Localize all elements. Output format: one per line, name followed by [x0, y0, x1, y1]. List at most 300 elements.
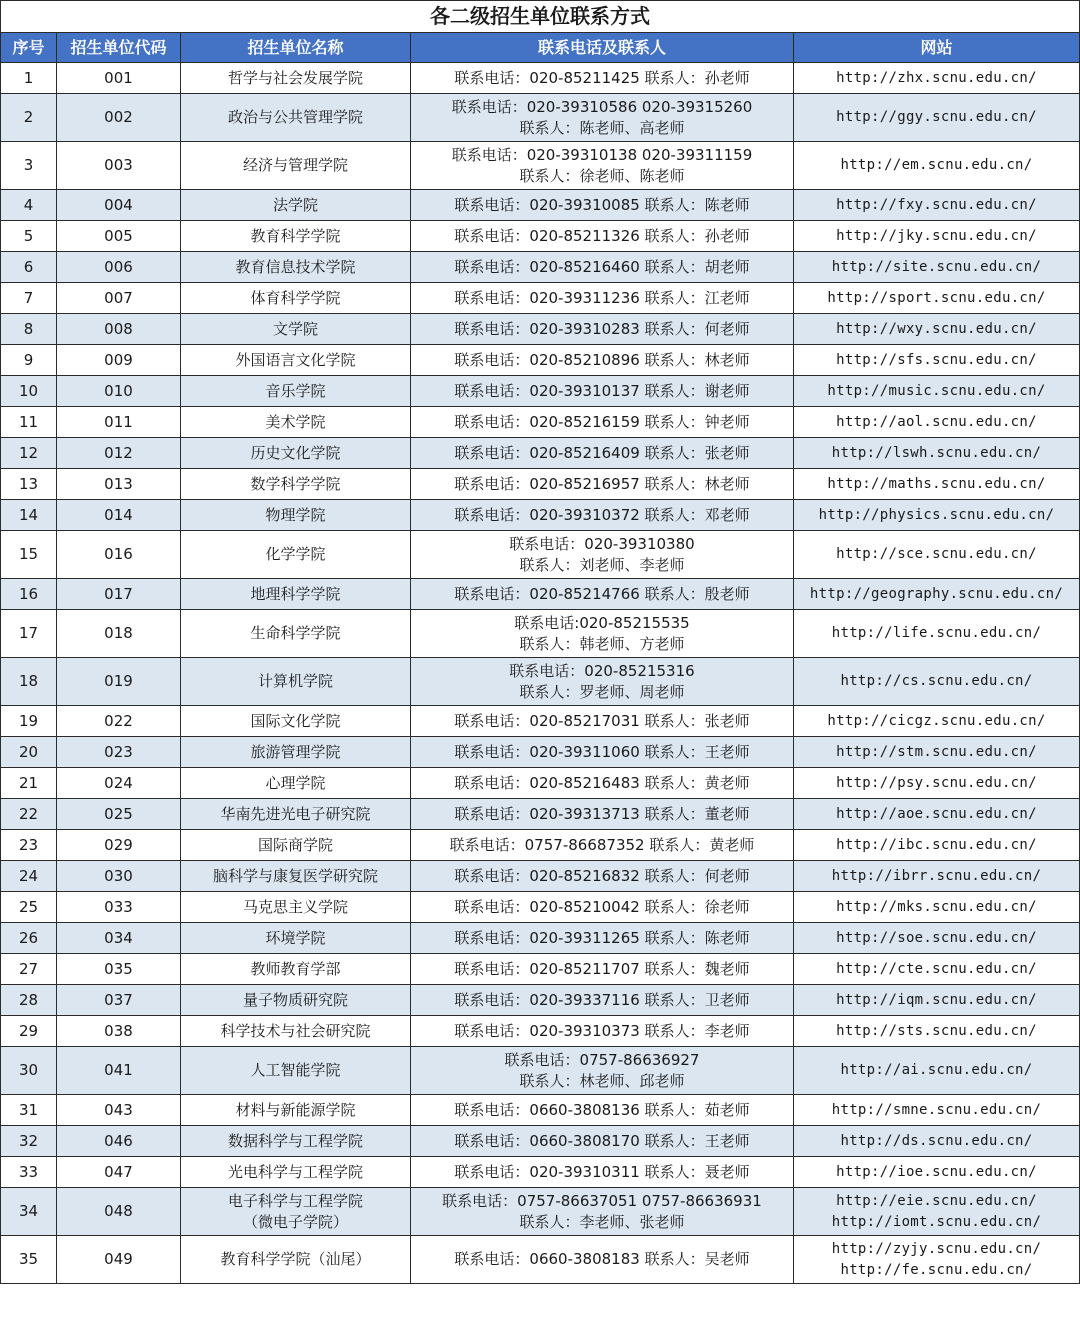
- unit-code: 043: [57, 1095, 181, 1126]
- table-row: [1, 314, 1080, 345]
- row-index: 10: [1, 376, 57, 407]
- header-name: 招生单位名称: [181, 33, 411, 63]
- unit-name: [181, 252, 411, 283]
- unit-name: [181, 376, 411, 407]
- unit-code: 035: [57, 954, 181, 985]
- website-url: [794, 63, 1080, 94]
- contact-info: [411, 500, 794, 531]
- website-url: [794, 892, 1080, 923]
- website-url-line[interactable]: http://physics.scnu.edu.cn/: [818, 506, 1055, 523]
- unit-code: 034: [57, 923, 181, 954]
- contact-info-line: 联系电话：020-39337116 联系人：卫老师: [454, 990, 750, 1009]
- contact-info: [411, 1236, 794, 1284]
- row-index: 21: [1, 768, 57, 799]
- unit-name: [181, 799, 411, 830]
- unit-name-line: 经济与管理学院: [242, 156, 348, 174]
- contact-info: [411, 892, 794, 923]
- contact-info-line: 联系电话：020-39313713 联系人：董老师: [454, 804, 750, 823]
- unit-code: 023: [57, 737, 181, 768]
- row-index: 30: [1, 1047, 57, 1095]
- unit-name: [181, 345, 411, 376]
- row-index: 8: [1, 314, 57, 345]
- contact-info: [411, 610, 794, 658]
- website-url-line[interactable]: http://maths.scnu.edu.cn/: [827, 475, 1046, 492]
- unit-name-line: 历史文化学院: [250, 443, 341, 462]
- row-index: 16: [1, 579, 57, 610]
- unit-code: 025: [57, 799, 181, 830]
- contact-info-line: 联系电话：0757-86687352 联系人：黄老师: [449, 835, 755, 854]
- table-row: [1, 94, 1080, 142]
- website-url-line[interactable]: http://mks.scnu.edu.cn/: [836, 898, 1037, 915]
- contact-info: [411, 407, 794, 438]
- table-row: [1, 407, 1080, 438]
- unit-name: [181, 954, 411, 985]
- row-index: 17: [1, 610, 57, 658]
- website-url: [794, 1047, 1080, 1095]
- website-url: [794, 407, 1080, 438]
- contact-info-line: 联系电话：020-39310085 联系人：陈老师: [454, 195, 750, 214]
- table-row: [1, 469, 1080, 500]
- contact-info-line: 联系电话：020-39311060 联系人：王老师: [454, 742, 750, 761]
- unit-name-line: 法学院: [272, 195, 318, 214]
- unit-name: [181, 407, 411, 438]
- row-index: 23: [1, 830, 57, 861]
- table-row: [1, 861, 1080, 892]
- unit-name-line: 环境学院: [265, 928, 326, 947]
- website-url: [794, 1095, 1080, 1126]
- unit-name: [181, 500, 411, 531]
- unit-name-line: 哲学与社会发展学院: [227, 68, 363, 87]
- unit-code: 046: [57, 1126, 181, 1157]
- table-row: [1, 438, 1080, 469]
- website-url-line[interactable]: http://eie.scnu.edu.cn/: [836, 1192, 1037, 1209]
- table-title: 各二级招生单位联系方式: [1, 1, 1080, 33]
- website-url-line[interactable]: http://cs.scnu.edu.cn/: [840, 673, 1033, 689]
- table-row: [1, 985, 1080, 1016]
- unit-name: [181, 469, 411, 500]
- contact-info-line: 联系电话：020-85210896 联系人：林老师: [454, 350, 750, 369]
- unit-name-line: 脑科学与康复医学研究院: [212, 866, 378, 885]
- unit-name-line: 教育科学学院: [250, 226, 341, 245]
- website-url-line[interactable]: http://ibrr.scnu.edu.cn/: [831, 867, 1042, 884]
- header-row: [1, 33, 1080, 63]
- unit-name-line: （微电子学院）: [242, 1212, 348, 1231]
- unit-name: [181, 892, 411, 923]
- unit-code: 001: [57, 63, 181, 94]
- unit-code: 010: [57, 376, 181, 407]
- row-index: 22: [1, 799, 57, 830]
- contact-info: [411, 923, 794, 954]
- row-index: 9: [1, 345, 57, 376]
- unit-code: 011: [57, 407, 181, 438]
- unit-name-line: 化学学院: [265, 545, 326, 563]
- row-index: 13: [1, 469, 57, 500]
- website-url-line[interactable]: http://sport.scnu.edu.cn/: [827, 289, 1046, 306]
- row-index: 19: [1, 706, 57, 737]
- unit-code: 005: [57, 221, 181, 252]
- contact-info: [411, 438, 794, 469]
- unit-name-line: 外国语言文化学院: [235, 350, 356, 369]
- table-row: [1, 190, 1080, 221]
- row-index: 15: [1, 531, 57, 579]
- table-row: [1, 892, 1080, 923]
- unit-code: 002: [57, 94, 181, 142]
- table-body: [1, 63, 1080, 1284]
- row-index: 11: [1, 407, 57, 438]
- unit-name: [181, 438, 411, 469]
- contact-info-line: 联系人：陈老师、高老师: [519, 118, 685, 137]
- website-url: [794, 314, 1080, 345]
- table-row: [1, 63, 1080, 94]
- unit-code: 016: [57, 531, 181, 579]
- website-url: [794, 1188, 1080, 1236]
- contact-info: [411, 737, 794, 768]
- table-row: [1, 500, 1080, 531]
- unit-code: 048: [57, 1188, 181, 1236]
- contact-info: [411, 531, 794, 579]
- contact-info-line: 联系人：徐老师、陈老师: [519, 166, 685, 185]
- row-index: 18: [1, 658, 57, 706]
- website-url-line[interactable]: http://fe.scnu.edu.cn/: [840, 1261, 1033, 1278]
- row-index: 1: [1, 63, 57, 94]
- unit-name: [181, 531, 411, 579]
- contact-info: [411, 221, 794, 252]
- unit-code: 047: [57, 1157, 181, 1188]
- website-url-line[interactable]: http://cicgz.scnu.edu.cn/: [827, 712, 1046, 729]
- table-row: [1, 610, 1080, 658]
- unit-name-line: 计算机学院: [257, 672, 333, 690]
- row-index: 29: [1, 1016, 57, 1047]
- website-url-line[interactable]: http://psy.scnu.edu.cn/: [836, 774, 1037, 791]
- table-row: [1, 376, 1080, 407]
- website-url: [794, 142, 1080, 190]
- website-url-line[interactable]: http://jky.scnu.edu.cn/: [836, 227, 1037, 244]
- unit-name-line: 电子科学与工程学院: [227, 1191, 363, 1210]
- contact-info-line: 联系电话：020-85210042 联系人：徐老师: [454, 897, 750, 916]
- contact-info-line: 联系人：罗老师、周老师: [519, 682, 685, 701]
- website-url: [794, 252, 1080, 283]
- website-url-line[interactable]: http://ibc.scnu.edu.cn/: [836, 836, 1037, 853]
- contact-info-line: 联系电话：020-39310372 联系人：邓老师: [454, 505, 750, 524]
- row-index: 33: [1, 1157, 57, 1188]
- website-url: [794, 376, 1080, 407]
- unit-code: 038: [57, 1016, 181, 1047]
- contact-info-line: 联系电话：020-85216409 联系人：张老师: [454, 443, 750, 462]
- row-index: 35: [1, 1236, 57, 1284]
- contact-info: [411, 658, 794, 706]
- unit-name-line: 地理科学学院: [250, 584, 341, 603]
- unit-name: [181, 63, 411, 94]
- website-url-line[interactable]: http://iomt.scnu.edu.cn/: [831, 1213, 1042, 1230]
- website-url-line[interactable]: http://site.scnu.edu.cn/: [831, 258, 1042, 275]
- website-url: [794, 985, 1080, 1016]
- unit-code: 041: [57, 1047, 181, 1095]
- unit-name-line: 光电科学与工程学院: [227, 1162, 363, 1181]
- website-url-line[interactable]: http://lswh.scnu.edu.cn/: [831, 444, 1042, 461]
- website-url: [794, 1126, 1080, 1157]
- contact-info-line: 联系电话：0660-3808183 联系人：吴老师: [454, 1250, 750, 1268]
- contact-info-line: 联系电话：020-85211326 联系人：孙老师: [454, 226, 750, 245]
- unit-name-line: 物理学院: [265, 505, 326, 524]
- contact-info-line: 联系电话：0757-86636927: [504, 1050, 700, 1069]
- unit-code: 033: [57, 892, 181, 923]
- contact-info-line: 联系电话：020-39310380: [509, 534, 695, 553]
- unit-name: [181, 985, 411, 1016]
- unit-name-line: 教育信息技术学院: [235, 257, 356, 276]
- contact-info: [411, 94, 794, 142]
- contact-info-line: 联系电话：020-85211707 联系人：魏老师: [454, 959, 750, 978]
- unit-code: 012: [57, 438, 181, 469]
- website-url-line[interactable]: http://sts.scnu.edu.cn/: [836, 1022, 1037, 1039]
- row-index: 32: [1, 1126, 57, 1157]
- unit-name: [181, 923, 411, 954]
- contact-info-line: 联系电话：020-85214766 联系人：殷老师: [454, 584, 750, 603]
- contact-info-line: 联系电话：0660-3808136 联系人：茹老师: [454, 1100, 750, 1119]
- row-index: 5: [1, 221, 57, 252]
- table-row: [1, 954, 1080, 985]
- unit-name-line: 国际文化学院: [250, 711, 341, 730]
- contact-info-line: 联系人：林老师、邱老师: [519, 1071, 685, 1090]
- table-row: [1, 737, 1080, 768]
- website-url-line[interactable]: http://sfs.scnu.edu.cn/: [836, 351, 1037, 368]
- website-url-line[interactable]: http://ai.scnu.edu.cn/: [840, 1062, 1033, 1078]
- unit-name-line: 旅游管理学院: [250, 742, 341, 761]
- row-index: 25: [1, 892, 57, 923]
- table-row: [1, 142, 1080, 190]
- row-index: 3: [1, 142, 57, 190]
- unit-code: 007: [57, 283, 181, 314]
- table-row: [1, 221, 1080, 252]
- unit-name: [181, 190, 411, 221]
- website-url: [794, 1236, 1080, 1284]
- unit-name-line: 音乐学院: [265, 381, 326, 400]
- table-row: [1, 768, 1080, 799]
- row-index: 14: [1, 500, 57, 531]
- unit-name: [181, 221, 411, 252]
- unit-code: 004: [57, 190, 181, 221]
- contact-info: [411, 252, 794, 283]
- table-row: [1, 830, 1080, 861]
- table-row: [1, 923, 1080, 954]
- contact-info: [411, 345, 794, 376]
- contact-info-line: 联系电话：020-85215316: [509, 661, 695, 680]
- website-url-line[interactable]: http://wxy.scnu.edu.cn/: [836, 320, 1037, 337]
- unit-name: [181, 610, 411, 658]
- website-url-line[interactable]: http://smne.scnu.edu.cn/: [831, 1101, 1042, 1118]
- contact-info: [411, 830, 794, 861]
- website-url-line[interactable]: http://fxy.scnu.edu.cn/: [836, 196, 1037, 213]
- table-row: [1, 706, 1080, 737]
- row-index: 20: [1, 737, 57, 768]
- table-row: [1, 531, 1080, 579]
- contact-info-line: 联系电话：0660-3808170 联系人：王老师: [454, 1131, 750, 1150]
- unit-code: 024: [57, 768, 181, 799]
- contact-info: [411, 63, 794, 94]
- unit-code: 022: [57, 706, 181, 737]
- contact-info: [411, 768, 794, 799]
- website-url: [794, 768, 1080, 799]
- table-row: [1, 579, 1080, 610]
- contact-info: [411, 283, 794, 314]
- contact-info: [411, 954, 794, 985]
- unit-name-line: 华南先进光电子研究院: [220, 804, 371, 823]
- unit-code: 009: [57, 345, 181, 376]
- website-url-line[interactable]: http://ioe.scnu.edu.cn/: [836, 1163, 1037, 1180]
- contact-info: [411, 579, 794, 610]
- table-row: [1, 1157, 1080, 1188]
- website-url: [794, 923, 1080, 954]
- contact-info: [411, 376, 794, 407]
- contact-info: [411, 799, 794, 830]
- contact-info-line: 联系人：刘老师、李老师: [519, 555, 685, 574]
- row-index: 28: [1, 985, 57, 1016]
- contact-info-line: 联系人：韩老师、方老师: [519, 634, 685, 653]
- unit-name-line: 心理学院: [265, 773, 326, 792]
- contact-info-line: 联系电话：020-39310586 020-39315260: [451, 97, 753, 116]
- contact-info-line: 联系电话：020-39310137 联系人：谢老师: [454, 381, 750, 400]
- website-url: [794, 861, 1080, 892]
- unit-name-line: 量子物质研究院: [242, 990, 348, 1009]
- contact-info: [411, 706, 794, 737]
- unit-name: [181, 1188, 411, 1236]
- contact-info: [411, 1126, 794, 1157]
- unit-name: [181, 1095, 411, 1126]
- unit-name-line: 教育科学学院（汕尾）: [220, 1250, 371, 1268]
- unit-name: [181, 1236, 411, 1284]
- contact-info: [411, 985, 794, 1016]
- contact-info-line: 联系电话：020-85217031 联系人：张老师: [454, 711, 750, 730]
- website-url-line[interactable]: http://sce.scnu.edu.cn/: [836, 546, 1037, 562]
- contact-info-line: 联系电话：020-39310373 联系人：李老师: [454, 1021, 750, 1040]
- unit-code: 013: [57, 469, 181, 500]
- website-url: [794, 500, 1080, 531]
- unit-code: 018: [57, 610, 181, 658]
- website-url: [794, 706, 1080, 737]
- website-url: [794, 283, 1080, 314]
- website-url-line[interactable]: http://geography.scnu.edu.cn/: [809, 585, 1064, 602]
- website-url-line[interactable]: http://em.scnu.edu.cn/: [840, 157, 1033, 173]
- unit-name: [181, 830, 411, 861]
- website-url-line[interactable]: http://ggy.scnu.edu.cn/: [836, 109, 1037, 125]
- website-url: [794, 830, 1080, 861]
- contact-info: [411, 1157, 794, 1188]
- contact-info-line: 联系电话:020-85215535: [514, 613, 690, 632]
- contact-info-line: 联系电话：020-85216832 联系人：何老师: [454, 866, 750, 885]
- unit-name-line: 马克思主义学院: [242, 897, 348, 916]
- contact-info-line: 联系电话：020-39310283 联系人：何老师: [454, 319, 750, 338]
- header-index: 序号: [1, 33, 57, 63]
- website-url: [794, 1157, 1080, 1188]
- unit-name: [181, 737, 411, 768]
- website-url-line[interactable]: http://stm.scnu.edu.cn/: [836, 743, 1037, 760]
- contact-info-line: 联系电话：020-39310311 联系人：聂老师: [454, 1162, 750, 1181]
- table-row: [1, 1047, 1080, 1095]
- website-url-line[interactable]: http://life.scnu.edu.cn/: [831, 625, 1042, 641]
- unit-name: [181, 283, 411, 314]
- unit-code: 008: [57, 314, 181, 345]
- website-url: [794, 469, 1080, 500]
- contact-info: [411, 1188, 794, 1236]
- unit-name: [181, 314, 411, 345]
- row-index: 24: [1, 861, 57, 892]
- contact-info: [411, 142, 794, 190]
- unit-code: 006: [57, 252, 181, 283]
- unit-name: [181, 1016, 411, 1047]
- header-contact: 联系电话及联系人: [411, 33, 794, 63]
- contact-info-line: 联系电话：020-39311236 联系人：江老师: [454, 288, 750, 307]
- unit-name: [181, 1126, 411, 1157]
- website-url: [794, 954, 1080, 985]
- contact-info: [411, 1016, 794, 1047]
- unit-name: [181, 768, 411, 799]
- table-row: [1, 252, 1080, 283]
- website-url: [794, 799, 1080, 830]
- header-website: 网站: [794, 33, 1080, 63]
- unit-name-line: 文学院: [272, 319, 318, 338]
- website-url: [794, 737, 1080, 768]
- table-row: [1, 799, 1080, 830]
- table-row: [1, 1126, 1080, 1157]
- contact-info: [411, 469, 794, 500]
- unit-code: 037: [57, 985, 181, 1016]
- unit-name-line: 教师教育学部: [250, 959, 341, 978]
- website-url: [794, 658, 1080, 706]
- table-row: [1, 1016, 1080, 1047]
- contact-info-line: 联系电话：020-85211425 联系人：孙老师: [454, 68, 750, 87]
- website-url-line[interactable]: http://soe.scnu.edu.cn/: [836, 929, 1037, 946]
- unit-code: 029: [57, 830, 181, 861]
- row-index: 12: [1, 438, 57, 469]
- table-row: [1, 283, 1080, 314]
- unit-name-line: 科学技术与社会研究院: [220, 1021, 371, 1040]
- contact-info-line: 联系电话：020-39310138 020-39311159: [451, 145, 753, 164]
- unit-name-line: 材料与新能源学院: [235, 1100, 356, 1119]
- table-row: [1, 658, 1080, 706]
- website-url-line[interactable]: http://cte.scnu.edu.cn/: [836, 960, 1037, 977]
- row-index: 31: [1, 1095, 57, 1126]
- unit-name: [181, 1047, 411, 1095]
- contact-info-line: 联系电话：0757-86637051 0757-86636931: [442, 1191, 762, 1210]
- table-row: [1, 1095, 1080, 1126]
- unit-name-line: 数据科学与工程学院: [227, 1131, 363, 1150]
- unit-code: 003: [57, 142, 181, 190]
- website-url: [794, 531, 1080, 579]
- row-index: 2: [1, 94, 57, 142]
- unit-name-line: 政治与公共管理学院: [227, 108, 363, 126]
- unit-name-line: 国际商学院: [257, 835, 333, 854]
- contact-info-line: 联系人：李老师、张老师: [519, 1212, 685, 1231]
- website-url-line[interactable]: http://music.scnu.edu.cn/: [827, 382, 1046, 399]
- website-url: [794, 610, 1080, 658]
- unit-name: [181, 658, 411, 706]
- unit-code: 017: [57, 579, 181, 610]
- unit-name-line: 人工智能学院: [250, 1061, 341, 1079]
- contact-info: [411, 1047, 794, 1095]
- row-index: 27: [1, 954, 57, 985]
- website-url-line[interactable]: http://zyjy.scnu.edu.cn/: [831, 1240, 1042, 1257]
- website-url-line[interactable]: http://aol.scnu.edu.cn/: [836, 413, 1037, 430]
- unit-name-line: 生命科学学院: [250, 624, 341, 642]
- row-index: 4: [1, 190, 57, 221]
- website-url-line[interactable]: http://zhx.scnu.edu.cn/: [836, 69, 1037, 86]
- unit-name: [181, 861, 411, 892]
- website-url: [794, 438, 1080, 469]
- website-url-line[interactable]: http://aoe.scnu.edu.cn/: [836, 805, 1037, 822]
- unit-name: [181, 706, 411, 737]
- unit-code: 049: [57, 1236, 181, 1284]
- website-url-line[interactable]: http://iqm.scnu.edu.cn/: [836, 991, 1037, 1008]
- website-url-line[interactable]: http://ds.scnu.edu.cn/: [840, 1132, 1033, 1149]
